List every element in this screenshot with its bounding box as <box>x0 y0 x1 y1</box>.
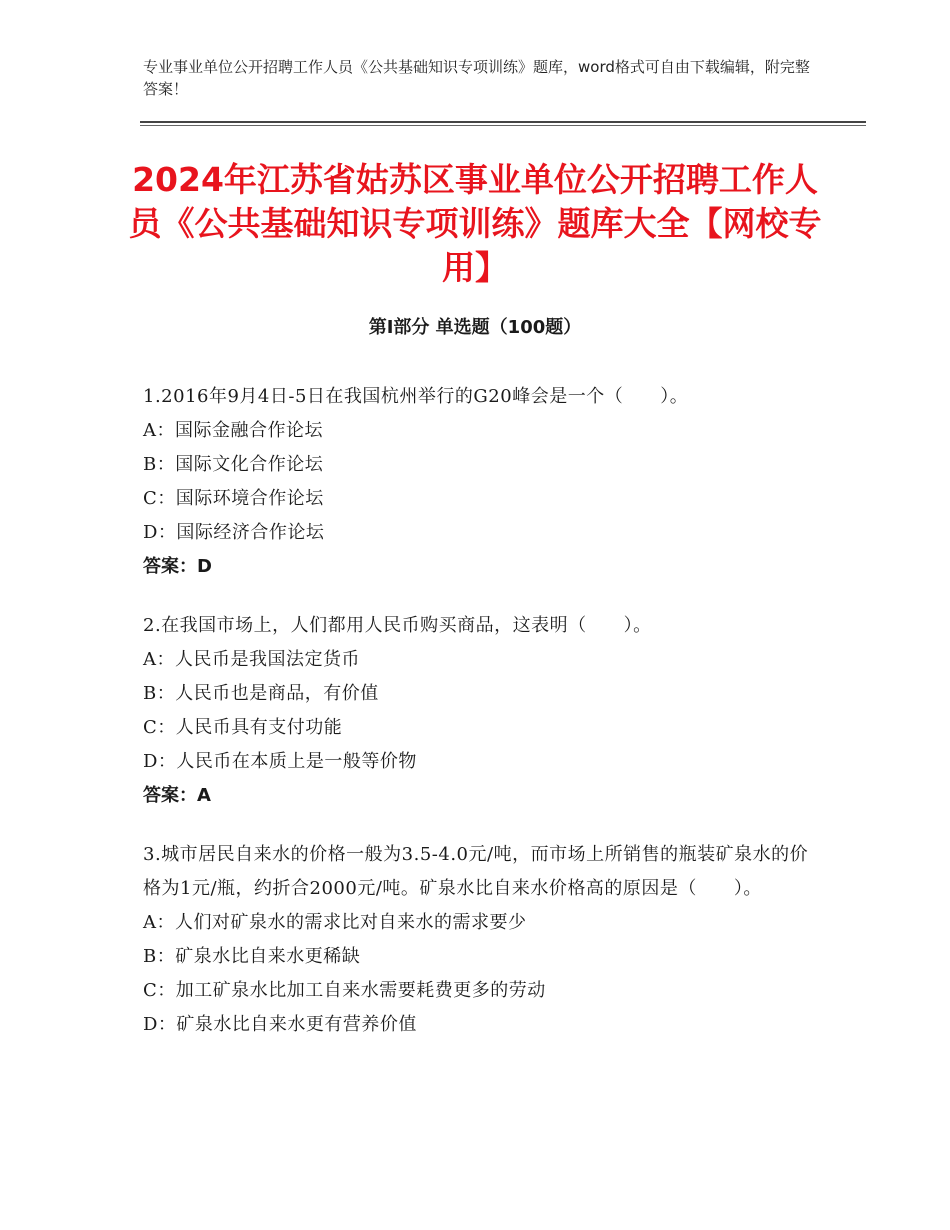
question-2 <box>143 609 823 813</box>
option-a: A：人们对矿泉水的需求比对自来水的需求要少 <box>143 912 527 933</box>
question-list <box>143 380 823 1067</box>
option-d: D：人民币在本质上是一般等价物 <box>143 751 417 772</box>
option-a: A：国际金融合作论坛 <box>143 420 323 441</box>
document-title: 2024年江苏省姑苏区事业单位公开招聘工作人员《公共基础知识专项训练》题库大全【网校专用】 <box>128 160 822 287</box>
header-rule-thin <box>140 125 866 126</box>
option-c: C：人民币具有支付功能 <box>143 717 343 738</box>
question-1 <box>143 380 823 584</box>
answer: 答案：A <box>143 785 211 806</box>
option-c: C：国际环境合作论坛 <box>143 488 324 509</box>
header-note: 专业事业单位公开招聘工作人员《公共基础知识专项训练》题库，word格式可自由下载编辑，附完整答案！ <box>143 58 810 98</box>
question-stem: 1.2016年9月4日-5日在我国杭州举行的G20峰会是一个（ ）。 <box>143 386 689 407</box>
option-b: B：人民币也是商品，有价值 <box>143 683 379 704</box>
question-stem: 2.在我国市场上，人们都用人民币购买商品，这表明（ ）。 <box>143 615 652 636</box>
section-heading: 第Ⅰ部分 单选题（100题） <box>368 317 582 338</box>
option-b: B：矿泉水比自来水更稀缺 <box>143 946 361 967</box>
option-d: D：国际经济合作论坛 <box>143 522 325 543</box>
option-a: A：人民币是我国法定货币 <box>143 649 360 670</box>
option-d: D：矿泉水比自来水更有营养价值 <box>143 1014 417 1035</box>
question-3 <box>143 838 823 1042</box>
answer: 答案：D <box>143 556 212 577</box>
option-b: B：国际文化合作论坛 <box>143 454 324 475</box>
question-stem: 3.城市居民自来水的价格一般为3.5-4.0元/吨，而市场上所销售的瓶装矿泉水的价格为1元/瓶，约折合2000元/吨。矿泉水比自来水价格高的原因是（ ）。 <box>143 844 809 899</box>
header-rule-thick <box>140 121 866 123</box>
option-c: C：加工矿泉水比加工自来水需要耗费更多的劳动 <box>143 980 546 1001</box>
